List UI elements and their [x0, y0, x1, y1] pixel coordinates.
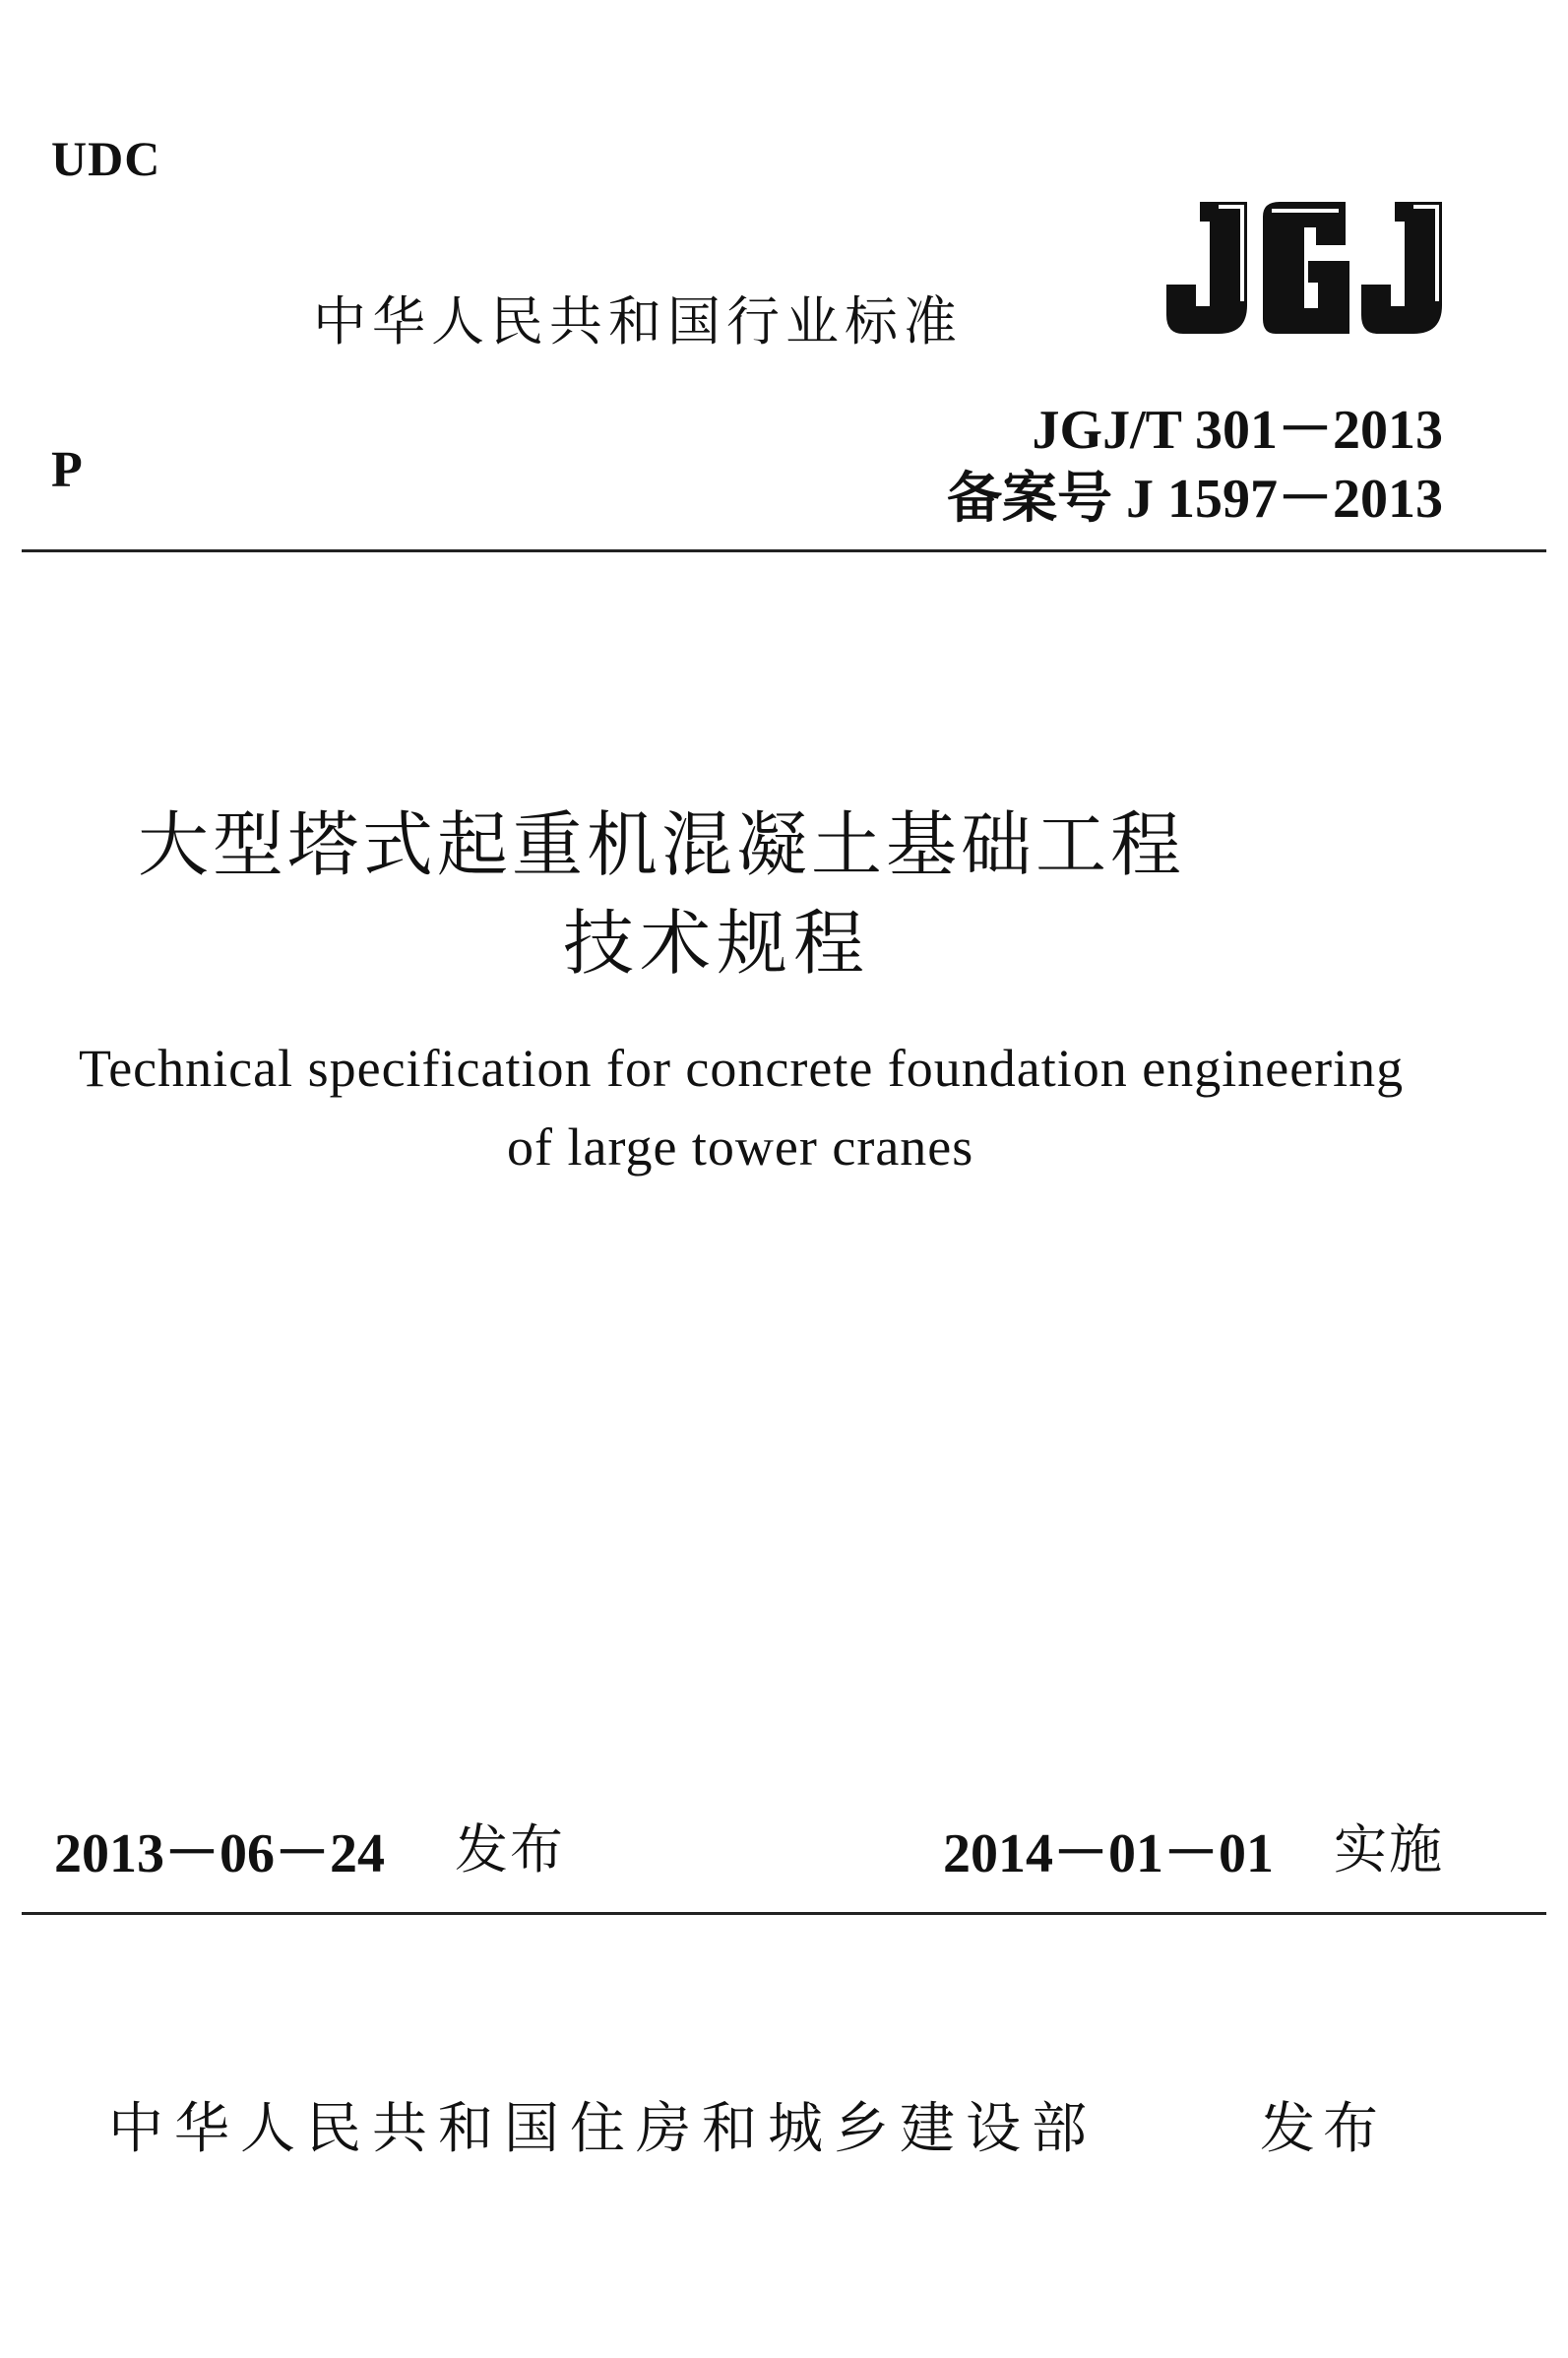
logo-text: JGJ	[1161, 197, 1163, 198]
title-en-line2: of large tower cranes	[507, 1117, 974, 1177]
title-zh-line1: 大型塔式起重机混凝土基础工程	[138, 803, 1186, 886]
issuer-name: 中华人民共和国住房和城乡建设部	[108, 2097, 1098, 2161]
classification-letter: P	[51, 442, 83, 498]
implement-date: 2014－01－01	[943, 1823, 1274, 1884]
standard-number: JGJ/T 301－2013	[1032, 400, 1443, 461]
record-number: 备案号 J 1597－2013	[947, 469, 1443, 530]
top-divider	[22, 549, 1546, 552]
udc-label: UDC	[51, 131, 161, 186]
title-zh-line2: 技术规程	[563, 902, 871, 985]
publish-date: 2013－06－24	[54, 1823, 385, 1884]
title-en-line1: Technical specification for concrete foundation engineering	[79, 1039, 1405, 1098]
jgj-logo	[1161, 197, 1449, 340]
issuer-action: 发布	[1260, 2097, 1386, 2161]
standard-category: 中华人民共和国行业标准	[313, 290, 963, 352]
bottom-divider	[22, 1912, 1546, 1915]
implement-label: 实施	[1334, 1818, 1444, 1880]
publish-label: 发布	[455, 1818, 565, 1880]
